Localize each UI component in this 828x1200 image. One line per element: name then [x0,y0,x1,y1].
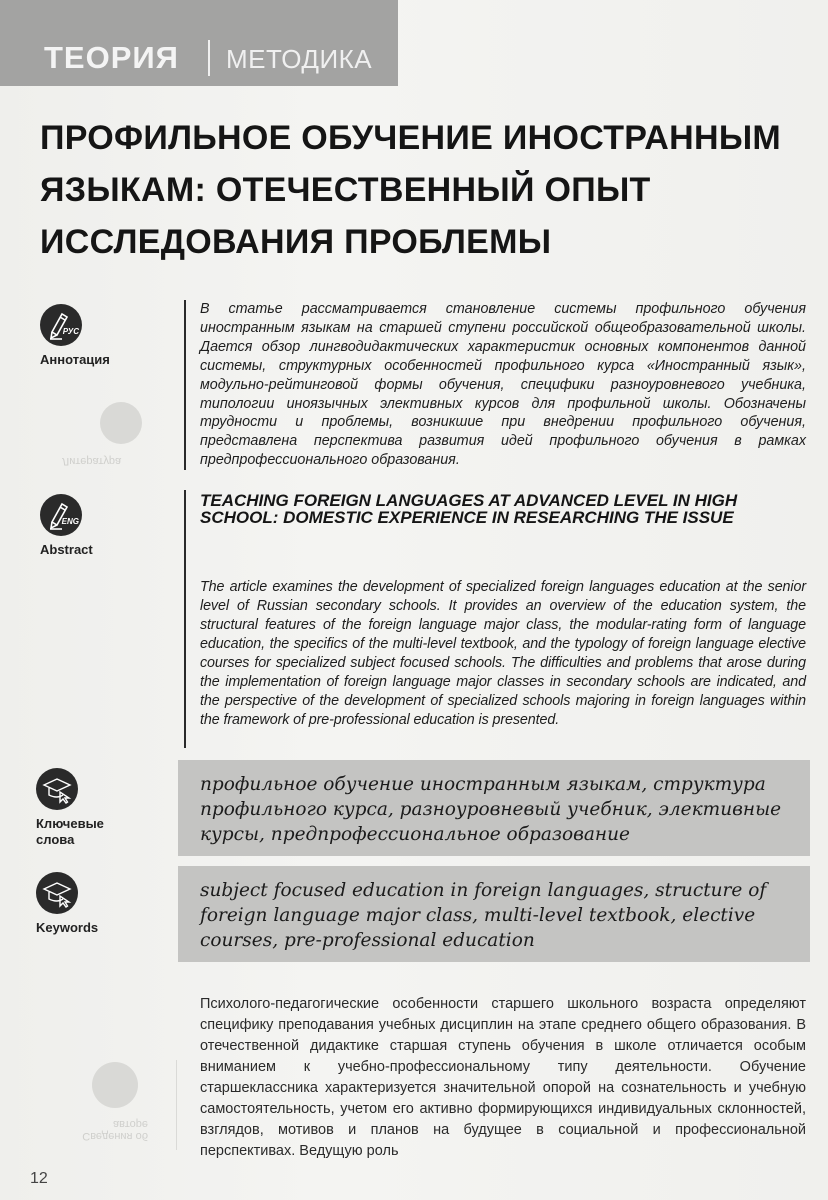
header-divider [208,40,210,76]
page-number: 12 [30,1170,48,1187]
abstract-title: TEACHING FOREIGN LANGUAGES AT ADVANCED LEVEL IN HIGH SCHOOL: DOMESTIC EXPERIENCE IN RESEARCHING THE ISSUE [200,491,738,527]
keywords-en-label: Keywords [36,920,99,935]
keywords-en-box: subject focused education in foreign languages, structure of foreign language major class, multi-level textbook, elective courses, pre-professional education [178,866,810,962]
annotation-rule [184,300,186,470]
keywords-ru-box: профильное обучение иностранным языкам, структура профильного курса, разноуровневый учебник, элективные курсы, предпрофессиональное образование [178,760,810,856]
abstract-label: Abstract [40,542,93,557]
ghost-rule [176,1060,177,1150]
abstract-rule [184,490,186,748]
ghost-circle-icon [100,402,142,444]
annotation-text: В статье рассматривается становление системы профильного обучения иностранным языкам на старшей ступени российской общеобразовательной школы. Дается обзор лингводидактических характеристик основных компонентов данной системы, структурных особенностей профильного курса «Иностранный язык», модульно-рейтинговой формы обучения, специфики разноуровневого учебника, типологии иноязычных элективных курсов для профильной школы. Обозначены трудности и проблемы, возникшие при внедрении профильного обучения, представлена перспектива развития идей профильного обучения в рамках предпрофессионального образования. [200,301,806,469]
abstract-marker [40,494,160,558]
annotation-label: Аннотация [40,352,110,367]
graduation-cap-cursor-icon [36,872,78,914]
section-header [0,0,398,86]
article-title: ПРОФИЛЬНОЕ ОБУЧЕНИЕ ИНОСТРАННЫМ ЯЗЫКАМ: ОТЕЧЕСТВЕННЫЙ ОПЫТ ИССЛЕДОВАНИЯ ПРОБЛЕМЫ [40,119,782,261]
body-paragraph: Психолого-педагогические особенности старшего школьного возраста определяют специфику преподавания учебных дисциплин на этапе среднего общего образования. В отечественной дидактике старшая ступень обучения в школе отличается особым вниманием к учебно-профессиональному типу деятельности. Обучение старшеклассника характеризуется значительной опорой на сознательность и учебную самостоятельность, учетом его активно формирующихся индивидуальных склонностей, взглядов, мотивов и планов на будущее в социальной и профессиональной перспективах. Ведущую роль [200,996,806,1159]
keywords-en-marker [36,872,156,936]
ghost-text: Сведения об авторе [82,1118,148,1142]
subsection-label: МЕТОДИКА [226,44,373,74]
keywords-ru-marker [36,768,156,848]
section-label: ТЕОРИЯ [44,40,179,75]
ghost-text: Литература [62,455,122,467]
annotation-marker [40,304,160,368]
pencil-en-icon: ENG [40,494,82,536]
pencil-ru-icon: РУС [40,304,82,346]
graduation-cap-cursor-icon [36,768,78,810]
ghost-circle-icon [92,1062,138,1108]
keywords-ru-label: Ключевые слова [36,816,104,847]
abstract-text: The article examines the development of specialized foreign languages education at the senior level of Russian secondary schools. It provides an overview of the education system, the structural features of the foreign language major class, the modular-rating form of language education, the specifics of the multi-level textbook, and the typology of foreign language elective courses for specialized subject focused schools. The difficulties and problems that arose during the implementation of foreign language major classes in secondary schools are indicated, and the perspective of the development of specialized schools majoring in foreign languages within the framework of pre-professional education is presented. [200,579,806,728]
